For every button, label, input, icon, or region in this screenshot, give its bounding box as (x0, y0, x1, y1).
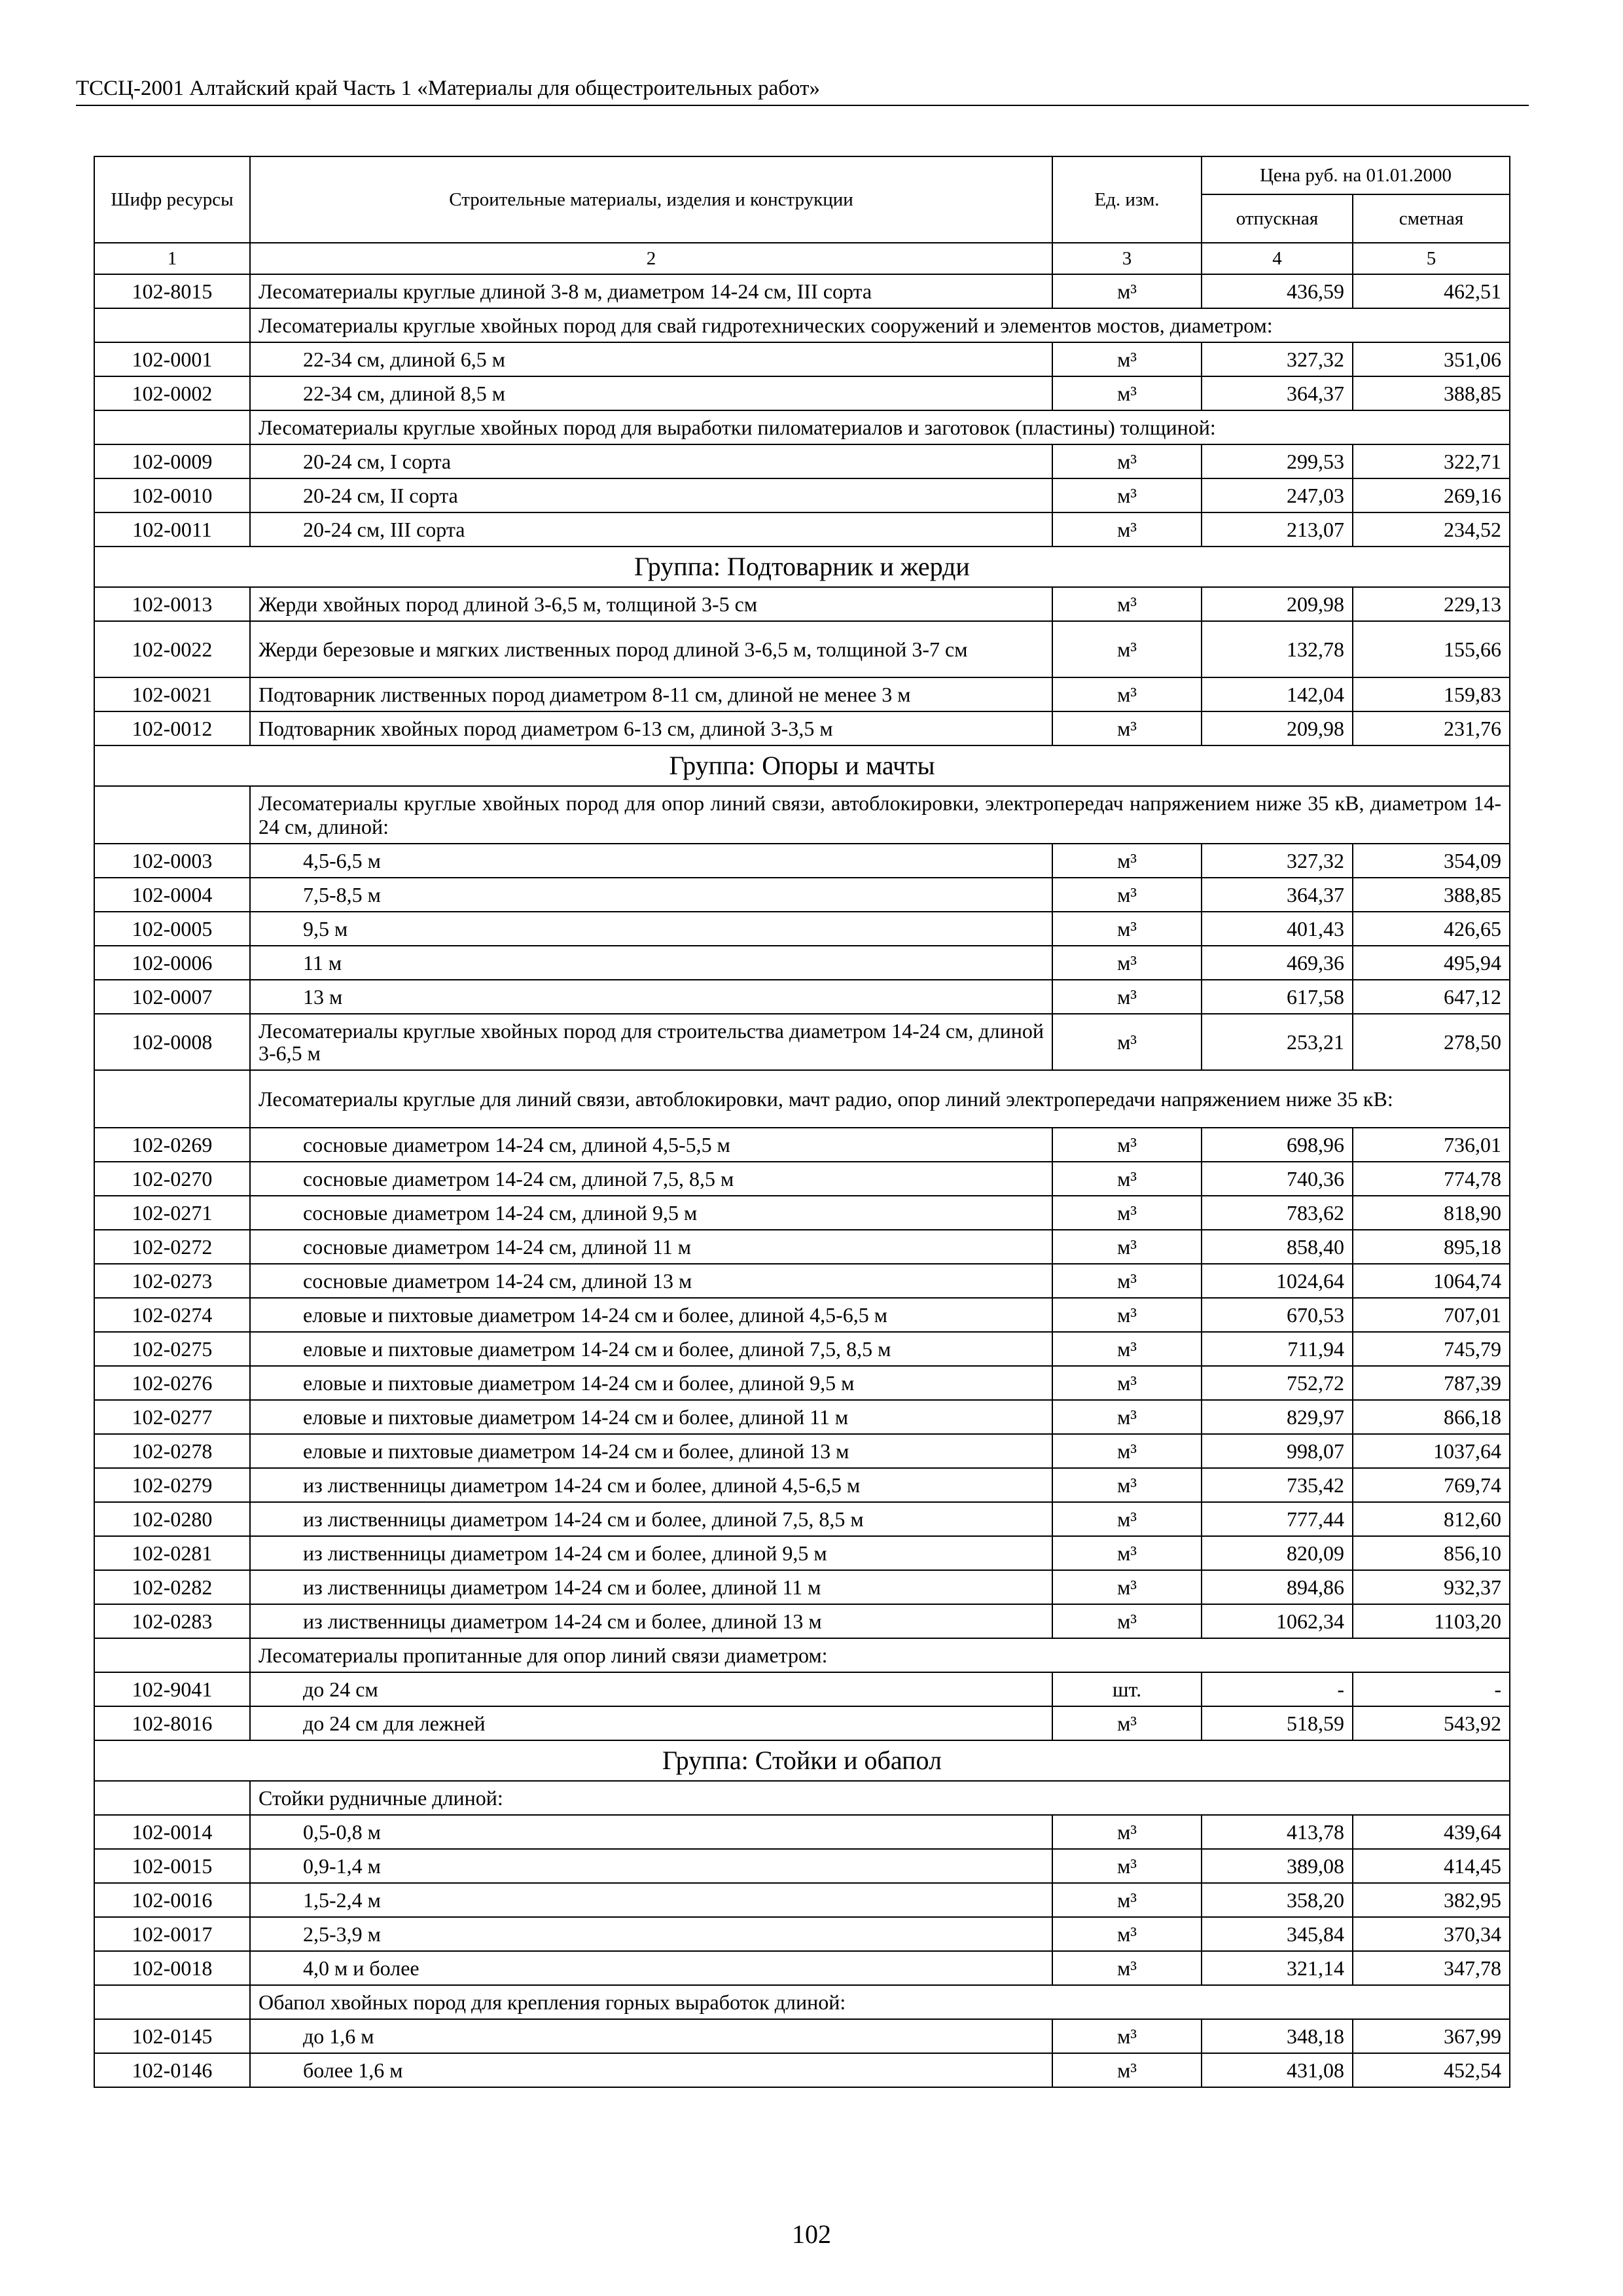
resource-code: 102-0281 (94, 1536, 250, 1570)
section-description-row (94, 410, 1510, 444)
resource-code: 102-8016 (94, 1706, 250, 1740)
column-number: 2 (250, 243, 1052, 274)
estimate-price: 234,52 (1353, 512, 1510, 547)
material-name: до 24 см (250, 1672, 1052, 1706)
release-price: 413,78 (1202, 1815, 1353, 1849)
table-row (94, 912, 1510, 946)
estimate-price: 388,85 (1353, 376, 1510, 410)
column-number-row (94, 243, 1510, 274)
estimate-price: 370,34 (1353, 1917, 1510, 1951)
table-row (94, 1951, 1510, 1985)
release-price: 327,32 (1202, 844, 1353, 878)
resource-code: 102-0279 (94, 1468, 250, 1502)
release-price: 1062,34 (1202, 1604, 1353, 1638)
unit-of-measure: м³ (1052, 342, 1202, 376)
section-description-row (94, 786, 1510, 844)
table-row (94, 478, 1510, 512)
resource-code: 102-0278 (94, 1434, 250, 1468)
unit-of-measure: м³ (1052, 1917, 1202, 1951)
table-row (94, 1400, 1510, 1434)
resource-code: 102-0005 (94, 912, 250, 946)
estimate-price: 895,18 (1353, 1230, 1510, 1264)
unit-of-measure: м³ (1052, 677, 1202, 711)
unit-of-measure: м³ (1052, 1951, 1202, 1985)
resource-code: 102-0004 (94, 878, 250, 912)
section-description-row (94, 1070, 1510, 1128)
material-name: еловые и пихтовые диаметром 14-24 см и более, длиной 7,5, 8,5 м (250, 1332, 1052, 1366)
estimate-price: 745,79 (1353, 1332, 1510, 1366)
estimate-price: 322,71 (1353, 444, 1510, 478)
release-price: 469,36 (1202, 946, 1353, 980)
section-description-row (94, 1985, 1510, 2019)
table-row (94, 844, 1510, 878)
resource-code: 102-0002 (94, 376, 250, 410)
table-row (94, 1230, 1510, 1264)
material-name: до 24 см для лежней (250, 1706, 1052, 1740)
table-row (94, 1468, 1510, 1502)
resource-code: 102-0017 (94, 1917, 250, 1951)
empty-code-cell (94, 1985, 250, 2019)
table-row (94, 274, 1510, 308)
unit-of-measure: м³ (1052, 1849, 1202, 1883)
table-row (94, 1570, 1510, 1604)
section-description-row (94, 1781, 1510, 1815)
estimate-price: 159,83 (1353, 677, 1510, 711)
unit-of-measure: м³ (1052, 587, 1202, 621)
material-name: Подтоварник лиственных пород диаметром 8-11 см, длиной не менее 3 м (250, 677, 1052, 711)
estimate-price: 495,94 (1353, 946, 1510, 980)
material-name: 4,0 м и более (250, 1951, 1052, 1985)
resource-code: 102-0014 (94, 1815, 250, 1849)
release-price: 253,21 (1202, 1014, 1353, 1070)
material-name: 22-34 см, длиной 8,5 м (250, 376, 1052, 410)
group-header-row (94, 547, 1510, 587)
release-price: 209,98 (1202, 711, 1353, 745)
material-name: 7,5-8,5 м (250, 878, 1052, 912)
resource-code: 102-0282 (94, 1570, 250, 1604)
resource-code: 102-0273 (94, 1264, 250, 1298)
estimate-price: 812,60 (1353, 1502, 1510, 1536)
estimate-price: 1064,74 (1353, 1264, 1510, 1298)
group-header-row (94, 1740, 1510, 1781)
release-price: 777,44 (1202, 1502, 1353, 1536)
estimate-price: 462,51 (1353, 274, 1510, 308)
release-price: 670,53 (1202, 1298, 1353, 1332)
estimate-price: 231,76 (1353, 711, 1510, 745)
unit-of-measure: м³ (1052, 274, 1202, 308)
resource-code: 102-0001 (94, 342, 250, 376)
estimate-price: 414,45 (1353, 1849, 1510, 1883)
empty-code-cell (94, 1070, 250, 1128)
material-name: из лиственницы диаметром 14-24 см и более, длиной 13 м (250, 1604, 1052, 1638)
table-header-row (94, 156, 1510, 194)
table-body (94, 274, 1510, 2087)
empty-code-cell (94, 308, 250, 342)
material-name: еловые и пихтовые диаметром 14-24 см и более, длиной 13 м (250, 1434, 1052, 1468)
estimate-price: 354,09 (1353, 844, 1510, 878)
material-name: Лесоматериалы круглые хвойных пород для строительства диаметром 14-24 см, длиной 3-6,5 м (250, 1014, 1052, 1070)
release-price: 1024,64 (1202, 1264, 1353, 1298)
resource-code: 102-0277 (94, 1400, 250, 1434)
release-price: 389,08 (1202, 1849, 1353, 1883)
running-header: ТССЦ-2001 Алтайский край Часть 1 «Материалы для общестроительных работ» (76, 73, 1529, 106)
table-row (94, 677, 1510, 711)
resource-code: 102-0022 (94, 621, 250, 677)
resource-code: 102-0015 (94, 1849, 250, 1883)
material-name: 9,5 м (250, 912, 1052, 946)
column-number: 1 (94, 243, 250, 274)
resource-code: 102-0270 (94, 1162, 250, 1196)
resource-code: 102-0276 (94, 1366, 250, 1400)
resource-code: 102-0280 (94, 1502, 250, 1536)
resource-code: 102-9041 (94, 1672, 250, 1706)
header-unit: Ед. изм. (1052, 156, 1202, 243)
unit-of-measure: м³ (1052, 1332, 1202, 1366)
unit-of-measure: шт. (1052, 1672, 1202, 1706)
material-name: 20-24 см, III сорта (250, 512, 1052, 547)
unit-of-measure: м³ (1052, 478, 1202, 512)
empty-code-cell (94, 786, 250, 844)
release-price: 142,04 (1202, 677, 1353, 711)
resource-code: 102-0008 (94, 1014, 250, 1070)
table-row (94, 1536, 1510, 1570)
material-name: 20-24 см, II сорта (250, 478, 1052, 512)
table-row (94, 512, 1510, 547)
resource-code: 102-0018 (94, 1951, 250, 1985)
unit-of-measure: м³ (1052, 1230, 1202, 1264)
group-title: Группа: Стойки и обапол (94, 1740, 1510, 1781)
table-row (94, 946, 1510, 980)
material-name: 13 м (250, 980, 1052, 1014)
material-name: еловые и пихтовые диаметром 14-24 см и более, длиной 9,5 м (250, 1366, 1052, 1400)
header-code: Шифр ресурсы (94, 156, 250, 243)
estimate-price: 866,18 (1353, 1400, 1510, 1434)
table-row (94, 1502, 1510, 1536)
table-row (94, 1264, 1510, 1298)
material-name: еловые и пихтовые диаметром 14-24 см и более, длиной 4,5-6,5 м (250, 1298, 1052, 1332)
unit-of-measure: м³ (1052, 1502, 1202, 1536)
unit-of-measure: м³ (1052, 2019, 1202, 2053)
section-description-row (94, 1638, 1510, 1672)
unit-of-measure: м³ (1052, 1128, 1202, 1162)
section-description: Лесоматериалы круглые хвойных пород для свай гидротехнических сооружений и элементов мостов, диаметром: (250, 308, 1510, 342)
material-name: еловые и пихтовые диаметром 14-24 см и более, длиной 11 м (250, 1400, 1052, 1434)
table-row (94, 1298, 1510, 1332)
material-name: до 1,6 м (250, 2019, 1052, 2053)
release-price: 348,18 (1202, 2019, 1353, 2053)
unit-of-measure: м³ (1052, 621, 1202, 677)
header-price: Цена руб. на 01.01.2000 (1202, 156, 1510, 194)
release-price: 247,03 (1202, 478, 1353, 512)
estimate-price: 647,12 (1353, 980, 1510, 1014)
unit-of-measure: м³ (1052, 1604, 1202, 1638)
release-price: 698,96 (1202, 1128, 1353, 1162)
estimate-price: 543,92 (1353, 1706, 1510, 1740)
unit-of-measure: м³ (1052, 1162, 1202, 1196)
unit-of-measure: м³ (1052, 1883, 1202, 1917)
table-row (94, 1883, 1510, 1917)
table-row (94, 342, 1510, 376)
resource-code: 102-8015 (94, 274, 250, 308)
material-name: 20-24 см, I сорта (250, 444, 1052, 478)
table-row (94, 1332, 1510, 1366)
material-name: более 1,6 м (250, 2053, 1052, 2087)
unit-of-measure: м³ (1052, 1366, 1202, 1400)
release-price: 431,08 (1202, 2053, 1353, 2087)
unit-of-measure: м³ (1052, 1014, 1202, 1070)
unit-of-measure: м³ (1052, 2053, 1202, 2087)
table-row (94, 1196, 1510, 1230)
release-price: 327,32 (1202, 342, 1353, 376)
table-row (94, 878, 1510, 912)
estimate-price: 388,85 (1353, 878, 1510, 912)
resource-code: 102-0272 (94, 1230, 250, 1264)
material-name: 0,9-1,4 м (250, 1849, 1052, 1883)
table-row (94, 587, 1510, 621)
release-price: 364,37 (1202, 878, 1353, 912)
resource-code: 102-0007 (94, 980, 250, 1014)
table-row (94, 1815, 1510, 1849)
resource-code: 102-0021 (94, 677, 250, 711)
resource-code: 102-0283 (94, 1604, 250, 1638)
table-row (94, 1604, 1510, 1638)
material-name: из лиственницы диаметром 14-24 см и более, длиной 9,5 м (250, 1536, 1052, 1570)
unit-of-measure: м³ (1052, 912, 1202, 946)
table-row (94, 444, 1510, 478)
section-description-row (94, 308, 1510, 342)
release-price: 617,58 (1202, 980, 1353, 1014)
resource-code: 102-0016 (94, 1883, 250, 1917)
release-price: 998,07 (1202, 1434, 1353, 1468)
release-price: 740,36 (1202, 1162, 1353, 1196)
resource-code: 102-0010 (94, 478, 250, 512)
release-price: 345,84 (1202, 1917, 1353, 1951)
table-row (94, 1014, 1510, 1070)
resource-code: 102-0269 (94, 1128, 250, 1162)
unit-of-measure: м³ (1052, 980, 1202, 1014)
release-price: 858,40 (1202, 1230, 1353, 1264)
section-description: Лесоматериалы круглые хвойных пород для выработки пиломатериалов и заготовок (пластины) толщиной: (250, 410, 1510, 444)
table-row (94, 1849, 1510, 1883)
material-name: сосновые диаметром 14-24 см, длиной 4,5-5,5 м (250, 1128, 1052, 1162)
header-name: Строительные материалы, изделия и конструкции (250, 156, 1052, 243)
unit-of-measure: м³ (1052, 844, 1202, 878)
table-row (94, 711, 1510, 745)
unit-of-measure: м³ (1052, 444, 1202, 478)
resource-code: 102-0003 (94, 844, 250, 878)
unit-of-measure: м³ (1052, 1264, 1202, 1298)
material-name: 0,5-0,8 м (250, 1815, 1052, 1849)
material-name: из лиственницы диаметром 14-24 см и более, длиной 4,5-6,5 м (250, 1468, 1052, 1502)
unit-of-measure: м³ (1052, 1570, 1202, 1604)
material-name: из лиственницы диаметром 14-24 см и более, длиной 11 м (250, 1570, 1052, 1604)
table-row (94, 1917, 1510, 1951)
release-price: 132,78 (1202, 621, 1353, 677)
table-row (94, 980, 1510, 1014)
material-name: сосновые диаметром 14-24 см, длиной 11 м (250, 1230, 1052, 1264)
resource-code: 102-0271 (94, 1196, 250, 1230)
resource-code: 102-0013 (94, 587, 250, 621)
resource-code: 102-0274 (94, 1298, 250, 1332)
estimate-price: 351,06 (1353, 342, 1510, 376)
header-release-price: отпускная (1202, 194, 1353, 243)
column-number: 5 (1353, 243, 1510, 274)
table-row (94, 1706, 1510, 1740)
release-price: 209,98 (1202, 587, 1353, 621)
resource-code: 102-0009 (94, 444, 250, 478)
release-price: 364,37 (1202, 376, 1353, 410)
section-description: Лесоматериалы круглые хвойных пород для опор линий связи, автоблокировки, электропередач напряжением ниже 35 кВ, диаметром 14-24 см, длиной: (250, 786, 1510, 844)
estimate-price: 769,74 (1353, 1468, 1510, 1502)
release-price: - (1202, 1672, 1353, 1706)
resource-code: 102-0145 (94, 2019, 250, 2053)
material-name: 1,5-2,4 м (250, 1883, 1052, 1917)
estimate-price: 367,99 (1353, 2019, 1510, 2053)
resource-code: 102-0012 (94, 711, 250, 745)
unit-of-measure: м³ (1052, 1196, 1202, 1230)
section-description: Лесоматериалы пропитанные для опор линий связи диаметром: (250, 1638, 1510, 1672)
unit-of-measure: м³ (1052, 1298, 1202, 1332)
release-price: 401,43 (1202, 912, 1353, 946)
unit-of-measure: м³ (1052, 1706, 1202, 1740)
group-title: Группа: Подтоварник и жерди (94, 547, 1510, 587)
estimate-price: 932,37 (1353, 1570, 1510, 1604)
material-name: из лиственницы диаметром 14-24 см и более, длиной 7,5, 8,5 м (250, 1502, 1052, 1536)
estimate-price: 452,54 (1353, 2053, 1510, 2087)
release-price: 894,86 (1202, 1570, 1353, 1604)
material-name: 11 м (250, 946, 1052, 980)
resource-code: 102-0146 (94, 2053, 250, 2087)
estimate-price: 269,16 (1353, 478, 1510, 512)
section-description: Стойки рудничные длиной: (250, 1781, 1510, 1815)
release-price: 783,62 (1202, 1196, 1353, 1230)
resource-code: 102-0006 (94, 946, 250, 980)
material-name: Жерди хвойных пород длиной 3-6,5 м, толщиной 3-5 см (250, 587, 1052, 621)
material-name: сосновые диаметром 14-24 см, длиной 7,5, 8,5 м (250, 1162, 1052, 1196)
empty-code-cell (94, 1638, 250, 1672)
table-row (94, 1672, 1510, 1706)
unit-of-measure: м³ (1052, 1468, 1202, 1502)
column-number: 3 (1052, 243, 1202, 274)
release-price: 735,42 (1202, 1468, 1353, 1502)
release-price: 711,94 (1202, 1332, 1353, 1366)
release-price: 518,59 (1202, 1706, 1353, 1740)
estimate-price: 856,10 (1353, 1536, 1510, 1570)
estimate-price: 278,50 (1353, 1014, 1510, 1070)
estimate-price: 707,01 (1353, 1298, 1510, 1332)
release-price: 436,59 (1202, 274, 1353, 308)
material-name: Лесоматериалы круглые длиной 3-8 м, диаметром 14-24 см, III сорта (250, 274, 1052, 308)
unit-of-measure: м³ (1052, 878, 1202, 912)
header-estimate-price: сметная (1353, 194, 1510, 243)
unit-of-measure: м³ (1052, 376, 1202, 410)
estimate-price: 439,64 (1353, 1815, 1510, 1849)
material-name: 4,5-6,5 м (250, 844, 1052, 878)
material-name: Жерди березовые и мягких лиственных пород длиной 3-6,5 м, толщиной 3-7 см (250, 621, 1052, 677)
table-row (94, 2019, 1510, 2053)
unit-of-measure: м³ (1052, 1536, 1202, 1570)
estimate-price: 787,39 (1353, 1366, 1510, 1400)
group-title: Группа: Опоры и мачты (94, 745, 1510, 786)
unit-of-measure: м³ (1052, 1815, 1202, 1849)
table-row (94, 376, 1510, 410)
estimate-price: 229,13 (1353, 587, 1510, 621)
material-name: сосновые диаметром 14-24 см, длиной 9,5 м (250, 1196, 1052, 1230)
estimate-price: 1103,20 (1353, 1604, 1510, 1638)
empty-code-cell (94, 410, 250, 444)
section-description: Обапол хвойных пород для крепления горных выработок длиной: (250, 1985, 1510, 2019)
estimate-price: 155,66 (1353, 621, 1510, 677)
material-name: 2,5-3,9 м (250, 1917, 1052, 1951)
table-row (94, 2053, 1510, 2087)
release-price: 213,07 (1202, 512, 1353, 547)
resource-code: 102-0275 (94, 1332, 250, 1366)
unit-of-measure: м³ (1052, 512, 1202, 547)
estimate-price: 774,78 (1353, 1162, 1510, 1196)
estimate-price: 736,01 (1353, 1128, 1510, 1162)
unit-of-measure: м³ (1052, 946, 1202, 980)
unit-of-measure: м³ (1052, 711, 1202, 745)
estimate-price: 382,95 (1353, 1883, 1510, 1917)
table-row (94, 1162, 1510, 1196)
table-row (94, 621, 1510, 677)
table-row (94, 1434, 1510, 1468)
release-price: 829,97 (1202, 1400, 1353, 1434)
table-row (94, 1128, 1510, 1162)
resource-code: 102-0011 (94, 512, 250, 547)
estimate-price: 1037,64 (1353, 1434, 1510, 1468)
unit-of-measure: м³ (1052, 1434, 1202, 1468)
release-price: 820,09 (1202, 1536, 1353, 1570)
material-name: сосновые диаметром 14-24 см, длиной 13 м (250, 1264, 1052, 1298)
release-price: 299,53 (1202, 444, 1353, 478)
column-number: 4 (1202, 243, 1353, 274)
estimate-price: 818,90 (1353, 1196, 1510, 1230)
release-price: 358,20 (1202, 1883, 1353, 1917)
section-description: Лесоматериалы круглые для линий связи, автоблокировки, мачт радио, опор линий электропередачи напряжением ниже 35 кВ: (250, 1070, 1510, 1128)
unit-of-measure: м³ (1052, 1400, 1202, 1434)
material-name: Подтоварник хвойных пород диаметром 6-13 см, длиной 3-3,5 м (250, 711, 1052, 745)
estimate-price: 347,78 (1353, 1951, 1510, 1985)
estimate-price: - (1353, 1672, 1510, 1706)
price-table (94, 156, 1510, 2088)
estimate-price: 426,65 (1353, 912, 1510, 946)
release-price: 752,72 (1202, 1366, 1353, 1400)
release-price: 321,14 (1202, 1951, 1353, 1985)
table-row (94, 1366, 1510, 1400)
material-name: 22-34 см, длиной 6,5 м (250, 342, 1052, 376)
empty-code-cell (94, 1781, 250, 1815)
page-number: 102 (792, 2219, 831, 2249)
group-header-row (94, 745, 1510, 786)
